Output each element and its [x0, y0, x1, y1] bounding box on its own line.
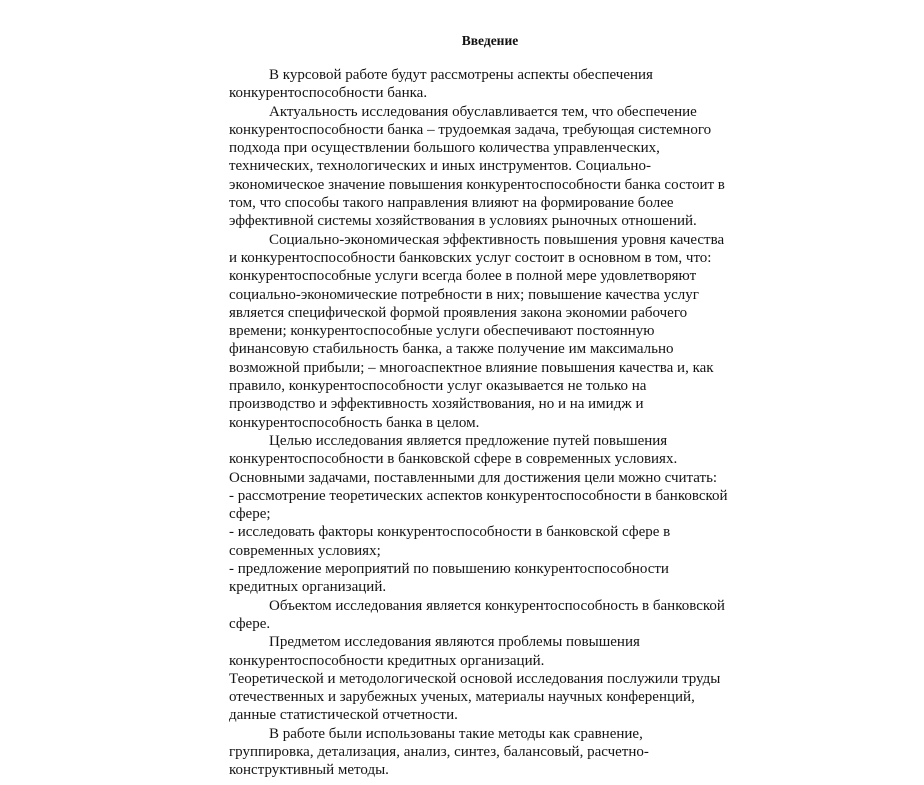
- text-line: возможной прибыли; – многоаспектное влияние повышения качества и, как: [229, 359, 714, 376]
- text-line: кредитных организаций.: [229, 579, 387, 596]
- text-line: современных условиях;: [229, 542, 381, 559]
- text-line: Актуальность исследования обуславливается тем, что обеспечение: [269, 103, 697, 120]
- text-line: том, что способы такого направления влияют на формирование более: [229, 195, 674, 212]
- text-line: - рассмотрение теоретических аспектов конкурентоспособности в банковской: [229, 487, 728, 504]
- text-line: эффективной системы хозяйствования в условиях рыночных отношений.: [229, 213, 697, 230]
- text-line: конкурентоспособности банка – трудоемкая задача, требующая системного: [229, 121, 712, 138]
- text-line: времени; конкурентоспособные услуги обеспечивают постоянную: [229, 323, 655, 340]
- document-title: Введение: [461, 33, 519, 48]
- text-line: данные статистической отчетности.: [229, 707, 458, 724]
- text-line: группировка, детализация, анализ, синтез, балансовый, расчетно-: [229, 743, 649, 760]
- text-line: Объектом исследования является конкурентоспособность в банковской: [269, 597, 725, 614]
- text-line: В курсовой работе будут рассмотрены аспекты обеспечения: [269, 67, 653, 83]
- text-line: производство и эффективность хозяйствования, но и на имидж и: [229, 396, 644, 413]
- text-line: сфере;: [229, 506, 271, 523]
- text-line: конкурентоспособности кредитных организаций.: [229, 652, 545, 669]
- text-line: финансовую стабильность банка, а также получение им максимально: [229, 341, 674, 358]
- text-line: конкурентоспособные услуги всегда более в полной мере удовлетворяют: [229, 268, 697, 285]
- text-line: социально-экономические потребности в них; повышение качества услуг: [229, 286, 699, 303]
- text-line: отечественных и зарубежных ученых, материалы научных конференций,: [229, 689, 695, 706]
- document-body: [229, 66, 769, 780]
- text-line: Теоретической и методологической основой исследования послужили труды: [229, 670, 721, 687]
- text-line: - исследовать факторы конкурентоспособности в банковской сфере в: [229, 524, 671, 541]
- text-line: - предложение мероприятий по повышению конкурентоспособности: [229, 561, 669, 578]
- text-line: является специфической формой проявления закона экономии рабочего: [229, 304, 688, 321]
- text-line: технических, технологических и иных инструментов. Социально-: [229, 158, 651, 175]
- text-line: В работе были использованы такие методы как сравнение,: [269, 725, 643, 742]
- text-line: конкурентоспособности банка.: [229, 85, 428, 102]
- text-line: и конкурентоспособности банковских услуг состоит в основном в том, что:: [229, 249, 712, 266]
- text-line: подхода при осуществлении большого количества управленческих,: [229, 140, 660, 157]
- text-line: конкурентоспособность банка в целом.: [229, 414, 480, 431]
- text-line: конкурентоспособности в банковской сфере в современных условиях.: [229, 451, 678, 468]
- text-line: конструктивный методы.: [229, 762, 389, 779]
- text-line: экономическое значение повышения конкурентоспособности банка состоит в: [229, 176, 725, 193]
- text-line: Целью исследования является предложение путей повышения: [269, 432, 668, 449]
- text-line: Предметом исследования являются проблемы повышения: [269, 634, 640, 651]
- text-line: Основными задачами, поставленными для достижения цели можно считать:: [229, 469, 718, 486]
- text-line: правило, конкурентоспособности услуг оказывается не только на: [229, 378, 647, 395]
- text-line: сфере.: [229, 615, 271, 632]
- text-line: Социально-экономическая эффективность повышения уровня качества: [269, 231, 725, 248]
